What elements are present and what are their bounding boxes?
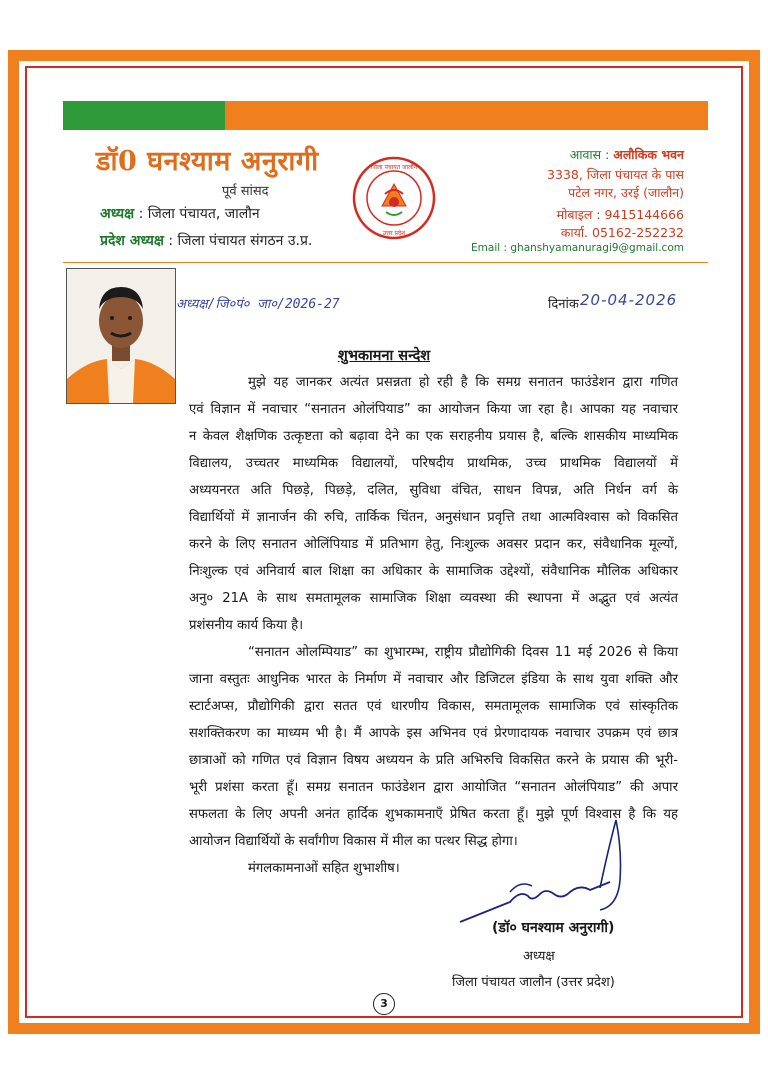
signatory-name: (डॉ० घनश्याम अनुरागी): [492, 920, 615, 936]
role-state-president-value: : जिला पंचायत संगठन उ.प्र.: [163, 233, 313, 249]
letter-line: करने के लिए सनातन ओलिंपियाड में प्रतिभाग हेतु, निःशुल्क अवसर प्रदान कर, संवैधानिक मूल्यों,: [189, 537, 678, 552]
email-address: Email : ghanshyamanuragi9@gmail.com: [471, 242, 684, 254]
signatory-office: जिला पंचायत जालौन (उत्तर प्रदेश): [452, 975, 615, 990]
address-house-name: अलौकिक भवन: [613, 147, 684, 162]
svg-text:उत्तर प्रदेश: [383, 229, 406, 237]
letter-line: छात्राओं को गणित एवं विज्ञान विषय अध्ययन के प्रति अभिरुचि विकसित करने के प्रयास की भूरी-: [189, 753, 678, 768]
header-band-orange: [225, 101, 708, 130]
letter-line: मंगलकामनाओं सहित शुभाशीष।: [248, 861, 400, 876]
letter-line: अनु० 21A के साथ समतामूलक सामाजिक शिक्षा व्यवस्था की स्थापना में अद्भुत एवं अत्यंत: [189, 591, 678, 606]
former-title: पूर्व सांसद: [222, 184, 269, 199]
letter-line: अध्ययनरत अति पिछड़े, पिछड़े, दलित, सुविधा वंचित, साधन विपन्न, अति निर्धन वर्ग के: [189, 483, 678, 498]
role-state-president: [100, 231, 312, 250]
svg-text:जिला पंचायत जालौन: [371, 163, 418, 171]
role-chairman: [100, 204, 260, 223]
date-label: दिनांक: [548, 297, 579, 312]
address-label: आवास :: [569, 147, 614, 162]
reference-number: अध्यक्ष/जि०पं० जा०/2026-27: [176, 297, 340, 312]
letter-line: निःशुल्क एवं अनिवार्य बाल शिक्षा का अधिकार के सामाजिक उद्देश्यों, संवैधानिक मौलिक अधिकार: [189, 564, 678, 579]
letter-line: सफलता के लिए अपनी अनंत हार्दिक शुभकामनाएँ प्रेषित करता हूँ। मुझे पूर्ण विश्वास है कि यह: [189, 807, 678, 822]
handwritten-signature: [450, 810, 630, 930]
letter-line: विद्यालय, उच्चतर माध्यमिक विद्यालयों, परिषदीय प्राथमिक, उच्च प्राथमिक विद्यालयों में: [189, 456, 678, 471]
letter-line: जाना वस्तुतः आधुनिक भारत के निर्माण में नवाचार और डिजिटल इंडिया के साथ युवा शक्ति और: [189, 672, 678, 687]
letter-line: आयोजन विद्यार्थियों के सर्वांगीण विकास में मील का पत्थर सिद्ध होगा।: [189, 834, 518, 849]
role-state-president-key: प्रदेश अध्यक्ष: [100, 233, 164, 249]
signatory-designation: अध्यक्ष: [523, 949, 555, 964]
seal-text-top: जिला पंचायत जालौन: [370, 164, 418, 171]
letter-line: “सनातन ओलम्पियाड” का शुभारम्भ, राष्ट्रीय प्रौद्योगिकी दिवस 11 मई 2026 से किया: [248, 645, 678, 660]
header-band-green: [63, 101, 225, 130]
letter-heading: शुभकामना सन्देश: [337, 348, 431, 364]
address-line-3: पटेल नगर, उरई (जालौन): [568, 185, 684, 200]
letter-line: एवं विज्ञान में नवाचार “सनातन ओलंपियाड” का आयोजन किया जा रहा है। आपका यह नवाचार: [189, 402, 678, 417]
letter-line: सशक्तिकरण का माध्यम भी है। मैं आपके इस अभिनव एवं प्रेरणादायक नवाचार उपक्रम एवं छात्र: [189, 726, 678, 741]
letter-line: प्रशंसनीय कार्य किया है।: [189, 618, 304, 633]
letter-line: न केवल शैक्षणिक उत्कृष्टता को बढ़ावा देने का एक सराहनीय प्रयास है, बल्कि शासकीय माध्यमिक: [189, 429, 678, 444]
letterhead-name: डॉ0 घनश्याम अनुरागी: [96, 146, 319, 177]
page-number: 3: [373, 993, 395, 1015]
seal-text-bottom: उत्तर प्रदेश: [382, 230, 406, 237]
role-chairman-value: : जिला पंचायत, जालौन: [134, 206, 260, 222]
mobile-number: मोबाइल : 9415144666: [556, 207, 684, 222]
address-line-2: 3338, जिला पंचायत के पास: [547, 167, 684, 182]
letter-line: मुझे यह जानकर अत्यंत प्रसन्नता हो रही है कि समग्र सनातन फाउंडेशन द्वारा गणित: [248, 375, 678, 390]
letter-line: स्टार्टअप्स, प्रौद्योगिकी द्वारा सतत एवं धारणीय विकास, समतामूलक सामाजिक एवं सांस्कृतिक: [189, 699, 678, 714]
address-residence: [570, 146, 684, 163]
header-divider: [63, 262, 708, 263]
letter-line: भूरी प्रशंसा करता हूँ। समग्र सनातन फाउंडेशन द्वारा आयोजित “सनातन ओलंपियाड” की अपार: [189, 780, 678, 795]
role-chairman-key: अध्यक्ष: [100, 206, 135, 222]
portrait-photo: [66, 268, 176, 404]
letter-line: विद्यार्थियों में ज्ञानार्जन की रुचि, तार्किक चिंतन, अनुसंधान प्रवृत्ति तथा आत्मविश्वास को विकसित: [189, 510, 678, 525]
zila-panchayat-seal-icon: [352, 156, 436, 240]
portrait-image: [67, 269, 175, 403]
date-value: 20-04-2026: [580, 291, 678, 309]
office-phone: कार्या. 05162-252232: [560, 225, 684, 240]
